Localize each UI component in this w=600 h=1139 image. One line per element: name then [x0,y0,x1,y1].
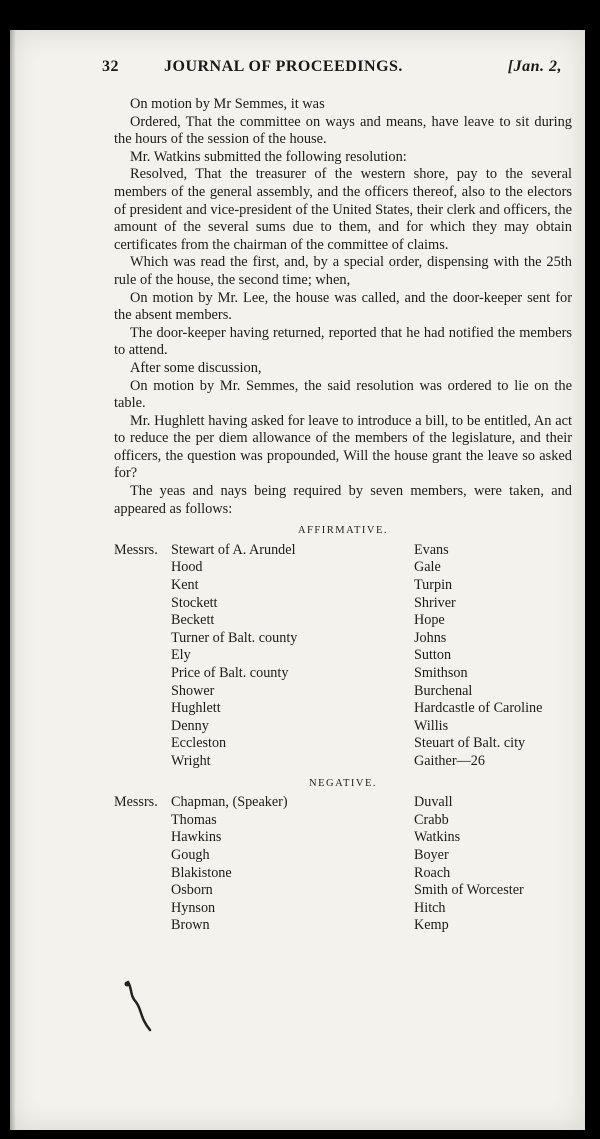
member-name: Thomas [171,811,217,828]
negative-list [114,794,572,935]
journal-body [114,96,572,935]
affirmative-left-column [114,542,414,771]
member-name: Beckett [171,612,215,629]
paragraph-discussion: After some discussion, [130,359,262,376]
running-date: [Jan. 2, [507,58,562,75]
paragraph-motion-semmes: On motion by Mr Semmes, it was [130,96,325,112]
member-name: Kent [171,577,199,594]
member-name: Ely [171,647,191,664]
member-name: Gaither—26 [414,752,485,769]
member-name: Eccleston [171,735,227,752]
paragraph-hughlett: Mr. Hughlett having asked for leave to introduce a bill, to be entitled, An act to reduce the per diem allowance of the members of the legislature, and their officers, the question was propounded, Will the house grant the leave so asked for? [114,412,572,482]
member-name: Denny [171,717,209,734]
paragraph-door-keeper: The door-keeper having returned, reported that he had notified the members to attend. [114,324,572,359]
member-name: Boyer [414,846,449,863]
affirmative-first-row [114,542,414,560]
member-name: Chapman, (Speaker) [171,794,288,811]
member-name: Hynson [171,899,216,916]
affirmative-prefix: Messrs. [114,541,158,558]
member-name: Hughlett [171,700,221,717]
affirmative-heading: AFFIRMATIVE. [297,525,389,537]
member-name: Crabb [414,811,449,828]
member-name: Hawkins [171,829,222,846]
paragraph-yeas-nays: The yeas and nays being required by seven members, were taken, and appeared as follows: [114,483,572,517]
member-name: Burchenal [414,682,473,699]
page-header [102,58,572,80]
member-name: Hope [414,612,445,629]
member-name: Hardcastle of Caroline [414,700,543,717]
member-name: Steuart of Balt. city [414,735,526,752]
paragraph-motion-lee: On motion by Mr. Lee, the house was called, and the door-keeper sent for the absent members. [114,289,572,324]
negative-left-column [114,794,414,935]
book-page [10,30,585,1130]
negative-right-column [414,794,572,935]
page-number: 32 [102,58,119,75]
negative-first-row [114,794,414,812]
paragraph-resolved: Resolved, That the treasurer of the western shore, pay to the several members of the general assembly, and the officers thereof, also to the electors of president and vice-president of the United States, their clerk and officers, the amount of the several sums due to them, and for which they may obtain certificates from the chairman of the committee of claims. [114,166,572,253]
member-name: Wright [171,752,211,769]
member-name: Willis [414,717,449,734]
ink-smudge-icon [120,978,160,1038]
member-name: Johns [414,629,447,646]
member-name: Brown [171,917,210,934]
member-name: Hood [171,559,203,576]
member-name: Stockett [171,594,218,611]
member-name: Osborn [171,882,213,899]
member-name: Turner of Balt. county [171,629,298,646]
negative-heading: NEGATIVE. [308,777,378,789]
member-name: Roach [414,864,451,881]
member-name: Stewart of A. Arundel [171,541,296,558]
member-name: Price of Balt. county [171,665,289,681]
page-gutter-shadow [10,30,16,1130]
paragraph-watkins: Mr. Watkins submitted the following resolution: [130,148,407,165]
paragraph-read-first: Which was read the first, and, by a special order, dispensing with the 25th rule of the house, the second time; when, [114,254,572,288]
member-name: Smith of Worcester [414,882,524,899]
member-name: Kemp [414,917,449,934]
member-name: Turpin [414,577,453,594]
paragraph-ordered: Ordered, That the committee on ways and means, have leave to sit during the hours of the session of the house. [114,113,572,148]
member-name: Smithson [414,665,468,681]
member-name: Evans [414,541,449,558]
member-name: Blakistone [171,864,232,881]
member-name: Watkins [414,829,461,846]
member-name: Sutton [414,647,452,664]
running-title: JOURNAL OF PROCEEDINGS. [164,58,403,75]
member-name: Duvall [414,794,453,811]
member-name: Gale [414,559,441,576]
affirmative-list [114,542,572,771]
affirmative-right-column [414,542,572,771]
member-name: Gough [171,846,210,863]
negative-prefix: Messrs. [114,794,158,811]
member-name: Shriver [414,594,456,611]
paragraph-lie-on-table: On motion by Mr. Semmes, the said resolution was ordered to lie on the table. [114,377,572,412]
member-name: Shower [171,682,215,699]
member-name: Hitch [414,899,446,916]
